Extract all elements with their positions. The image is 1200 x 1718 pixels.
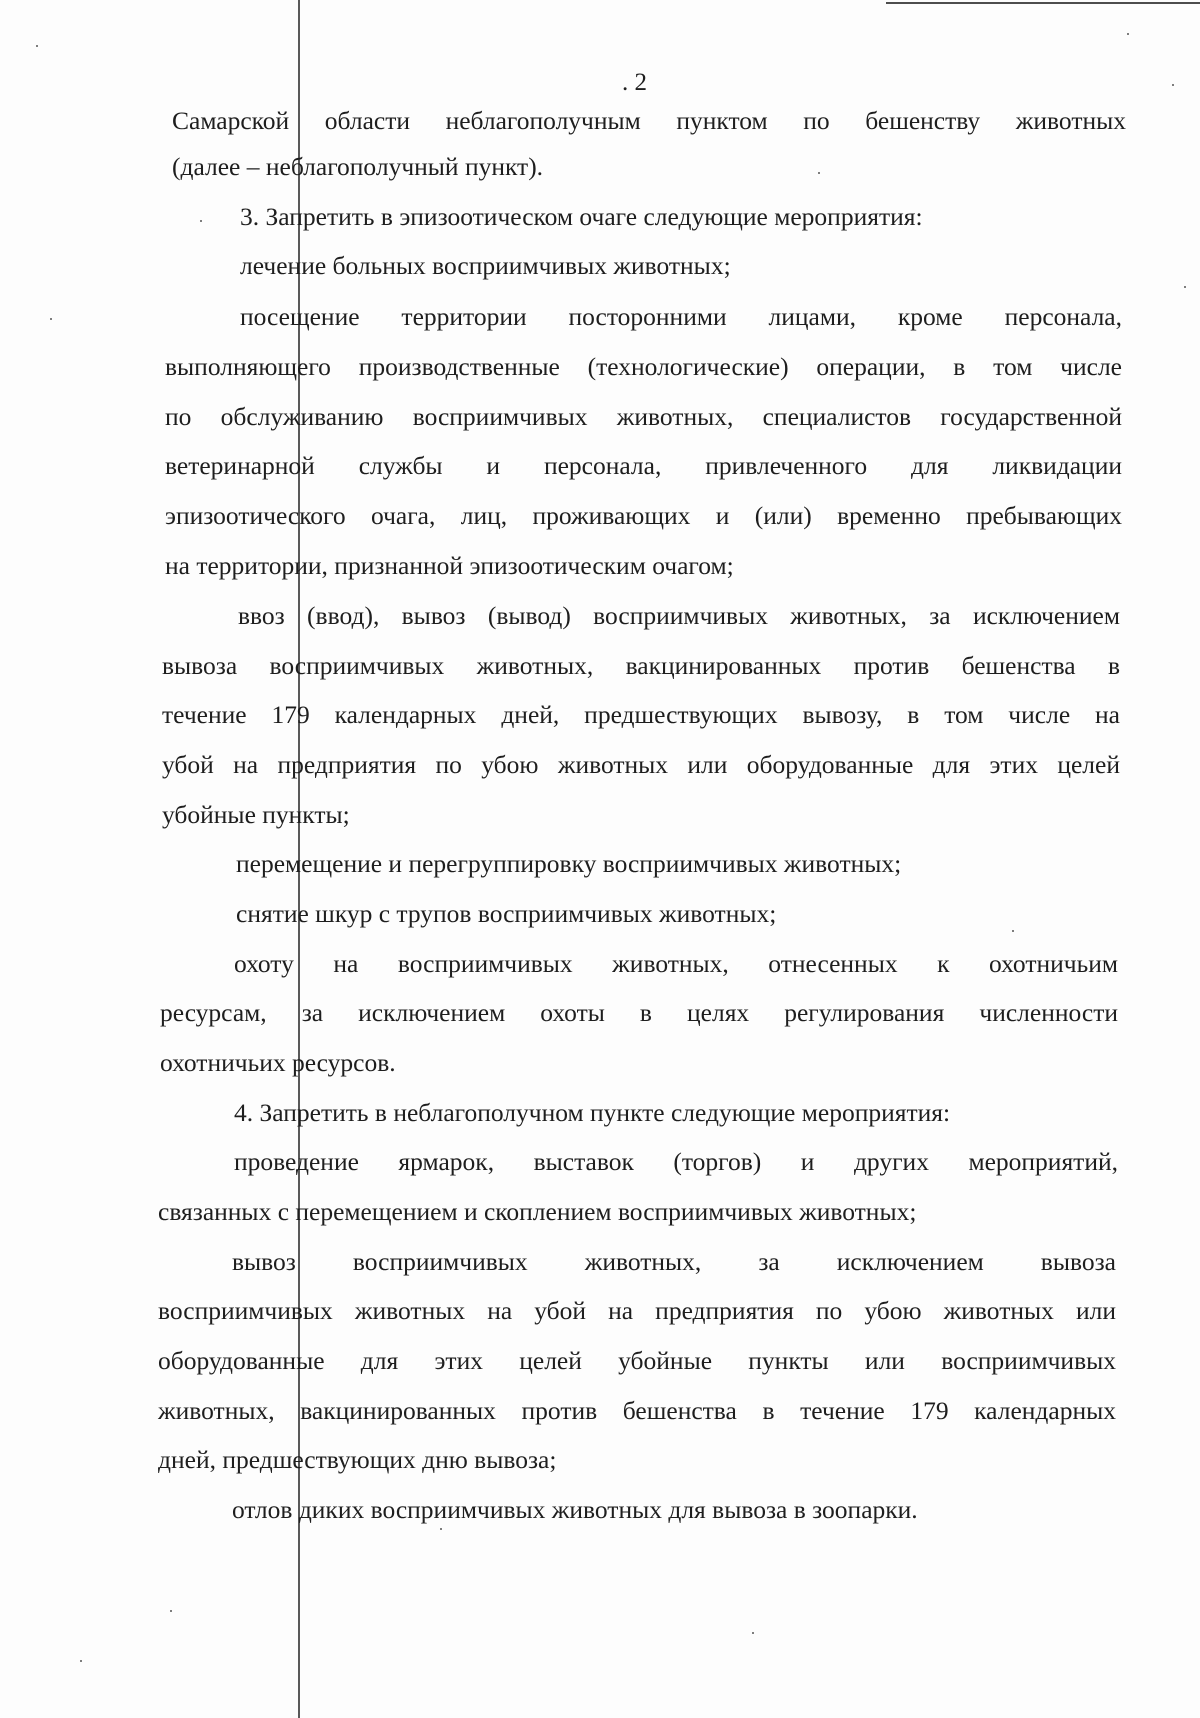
text-line: восприимчивых животных на убой на предприятия по убою животных или bbox=[158, 1296, 1116, 1325]
text-line: снятие шкур с трупов восприимчивых животных; bbox=[236, 899, 777, 928]
scan-speck bbox=[1012, 930, 1014, 932]
text-line: течение 179 календарных дней, предшествующих вывозу, в том числе на bbox=[162, 700, 1120, 729]
text-line: лечение больных восприимчивых животных; bbox=[240, 251, 731, 280]
text-line: убой на предприятия по убою животных или оборудованные для этих целей bbox=[162, 750, 1120, 779]
scan-speck bbox=[170, 1610, 172, 1612]
text-line: охоту на восприимчивых животных, отнесенных к охотничьим bbox=[234, 949, 1118, 978]
text-line: вывоза восприимчивых животных, вакцинированных против бешенства в bbox=[162, 651, 1120, 680]
text-line: (далее – неблагополучный пункт). bbox=[172, 152, 544, 181]
scan-speck bbox=[440, 1528, 442, 1530]
text-line: перемещение и перегруппировку восприимчивых животных; bbox=[236, 849, 902, 878]
text-line: связанных с перемещением и скоплением восприимчивых животных; bbox=[158, 1197, 917, 1226]
scan-top-rule bbox=[886, 2, 1200, 4]
scan-speck bbox=[36, 45, 38, 47]
scan-speck bbox=[818, 172, 820, 174]
text-line: ветеринарной службы и персонала, привлеченного для ликвидации bbox=[165, 451, 1122, 480]
text-line: ресурсам, за исключением охоты в целях регулирования численности bbox=[160, 998, 1118, 1027]
text-line: ввоз (ввод), вывоз (вывод) восприимчивых животных, за исключением bbox=[238, 601, 1120, 630]
scan-speck bbox=[1127, 33, 1129, 35]
text-line: посещение территории посторонними лицами, кроме персонала, bbox=[240, 302, 1122, 331]
text-line: эпизоотического очага, лиц, проживающих и (или) временно пребывающих bbox=[165, 501, 1122, 530]
text-line: убойные пункты; bbox=[162, 800, 350, 829]
text-line: вывоз восприимчивых животных, за исключением вывоза bbox=[232, 1247, 1116, 1276]
page-number: . 2 bbox=[622, 69, 647, 96]
text-line: проведение ярмарок, выставок (торгов) и других мероприятий, bbox=[234, 1147, 1118, 1176]
section-heading: 3. Запретить в эпизоотическом очаге следующие мероприятия: bbox=[240, 202, 923, 231]
text-line: оборудованные для этих целей убойные пункты или восприимчивых bbox=[158, 1346, 1116, 1375]
scan-speck bbox=[50, 318, 52, 320]
scan-speck bbox=[1172, 84, 1174, 86]
text-line: охотничьих ресурсов. bbox=[160, 1048, 396, 1077]
text-line: выполняющего производственные (технологические) операции, в том числе bbox=[165, 352, 1122, 381]
text-line: отлов диких восприимчивых животных для вывоза в зоопарки. bbox=[232, 1495, 918, 1524]
text-line: на территории, признанной эпизоотическим очагом; bbox=[165, 551, 734, 580]
scan-speck bbox=[752, 1632, 754, 1634]
text-line: по обслуживанию восприимчивых животных, специалистов государственной bbox=[165, 402, 1122, 431]
section-heading: 4. Запретить в неблагополучном пункте следующие мероприятия: bbox=[234, 1098, 951, 1127]
text-line: дней, предшествующих дню вывоза; bbox=[158, 1445, 557, 1474]
text-line: животных, вакцинированных против бешенства в течение 179 календарных bbox=[158, 1396, 1116, 1425]
text-line: Самарской области неблагополучным пунктом по бешенству животных bbox=[172, 106, 1126, 135]
scan-speck bbox=[1184, 286, 1186, 288]
scan-speck bbox=[80, 1660, 82, 1662]
scan-speck bbox=[200, 220, 202, 222]
